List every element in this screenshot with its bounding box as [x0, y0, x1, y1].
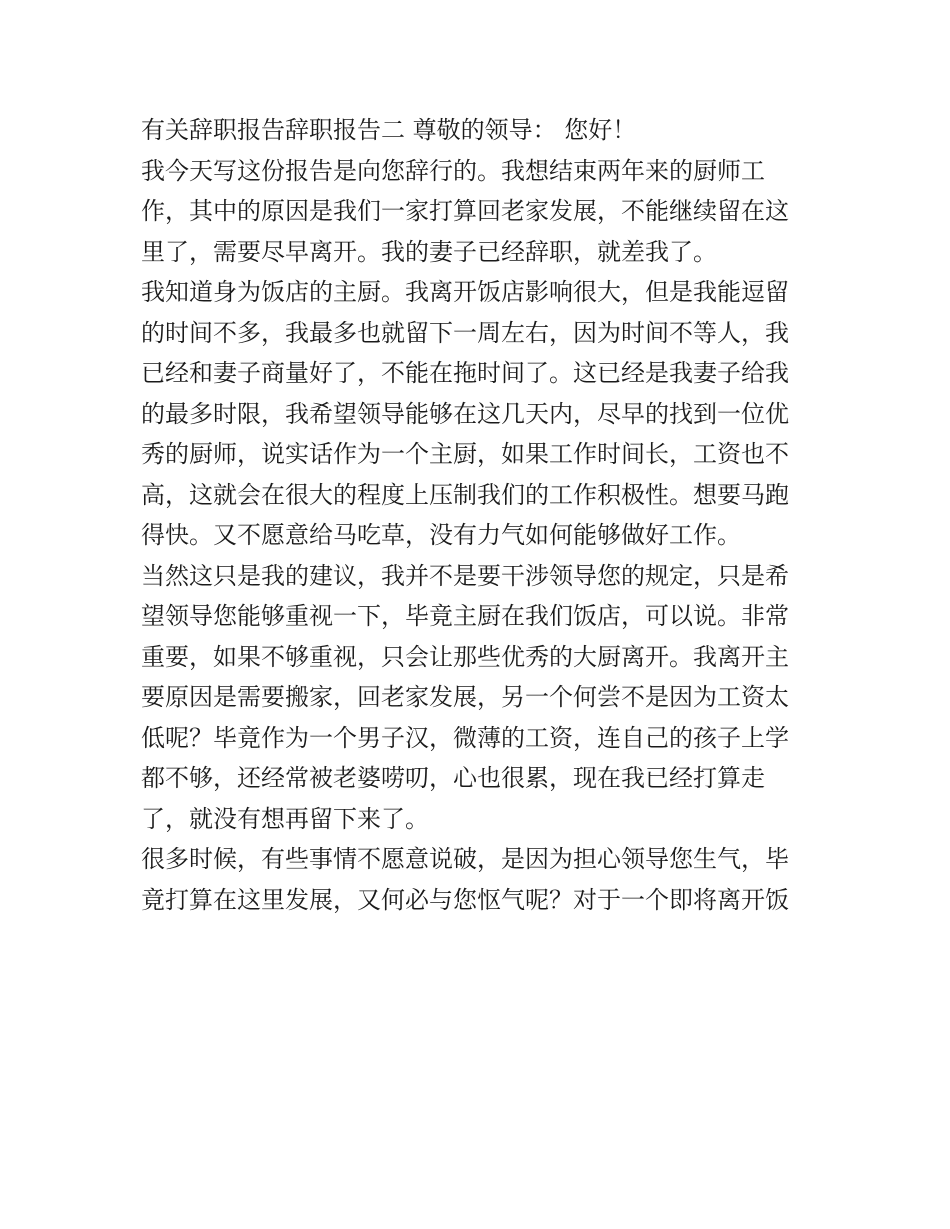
- text-line: 我知道身为饭店的主厨。我离开饭店影响很大，但是我能逗留: [141, 278, 789, 306]
- text-line: 低呢？毕竟作为一个男子汉，微薄的工资，连自己的孩子上学: [141, 723, 789, 752]
- text-line: 重要，如果不够重视，只会让那些优秀的大厨离开。我离开主: [141, 642, 789, 671]
- text-line: 的最多时限，我希望领导能够在这几天内，尽早的找到一位优: [141, 399, 789, 428]
- text-line: 当然这只是我的建议，我并不是要干涉领导您的规定，只是希: [141, 561, 789, 590]
- text-line: 望领导您能够重视一下，毕竟主厨在我们饭店，可以说。非常: [141, 602, 789, 630]
- text-line: 的时间不多，我最多也就留下一周左右，因为时间不等人，我: [141, 318, 789, 347]
- text-line: 我今天写这份报告是向您辞行的。我想结束两年来的厨师工: [141, 156, 765, 185]
- document-body: [141, 110, 821, 920]
- text-line: 作，其中的原因是我们一家打算回老家发展，不能继续留在这: [141, 197, 789, 225]
- text-line: 很多时候，有些事情不愿意说破，是因为担心领导您生气，毕: [141, 845, 789, 873]
- text-line: 高，这就会在很大的程度上压制我们的工作积极性。想要马跑: [141, 480, 789, 509]
- text-line: 要原因是需要搬家，回老家发展，另一个何尝不是因为工资太: [141, 683, 789, 711]
- text-line: 得快。又不愿意给马吃草，没有力气如何能够做好工作。: [141, 521, 741, 549]
- text-line: 竟打算在这里发展，又何必与您怄气呢？对于一个即将离开饭: [141, 885, 789, 914]
- text-line: 了，就没有想再留下来了。: [141, 804, 429, 833]
- text-line: 有关辞职报告辞职报告二 尊敬的领导： 您好！: [141, 116, 637, 144]
- text-line: 秀的厨师，说实话作为一个主厨，如果工作时间长，工资也不: [141, 440, 789, 468]
- text-line: 都不够，还经常被老婆唠叨，心也很累，现在我已经打算走: [141, 764, 765, 792]
- text-line: 里了，需要尽早离开。我的妻子已经辞职，就差我了。: [141, 237, 717, 266]
- text-line: 已经和妻子商量好了，不能在拖时间了。这已经是我妻子给我: [141, 359, 789, 387]
